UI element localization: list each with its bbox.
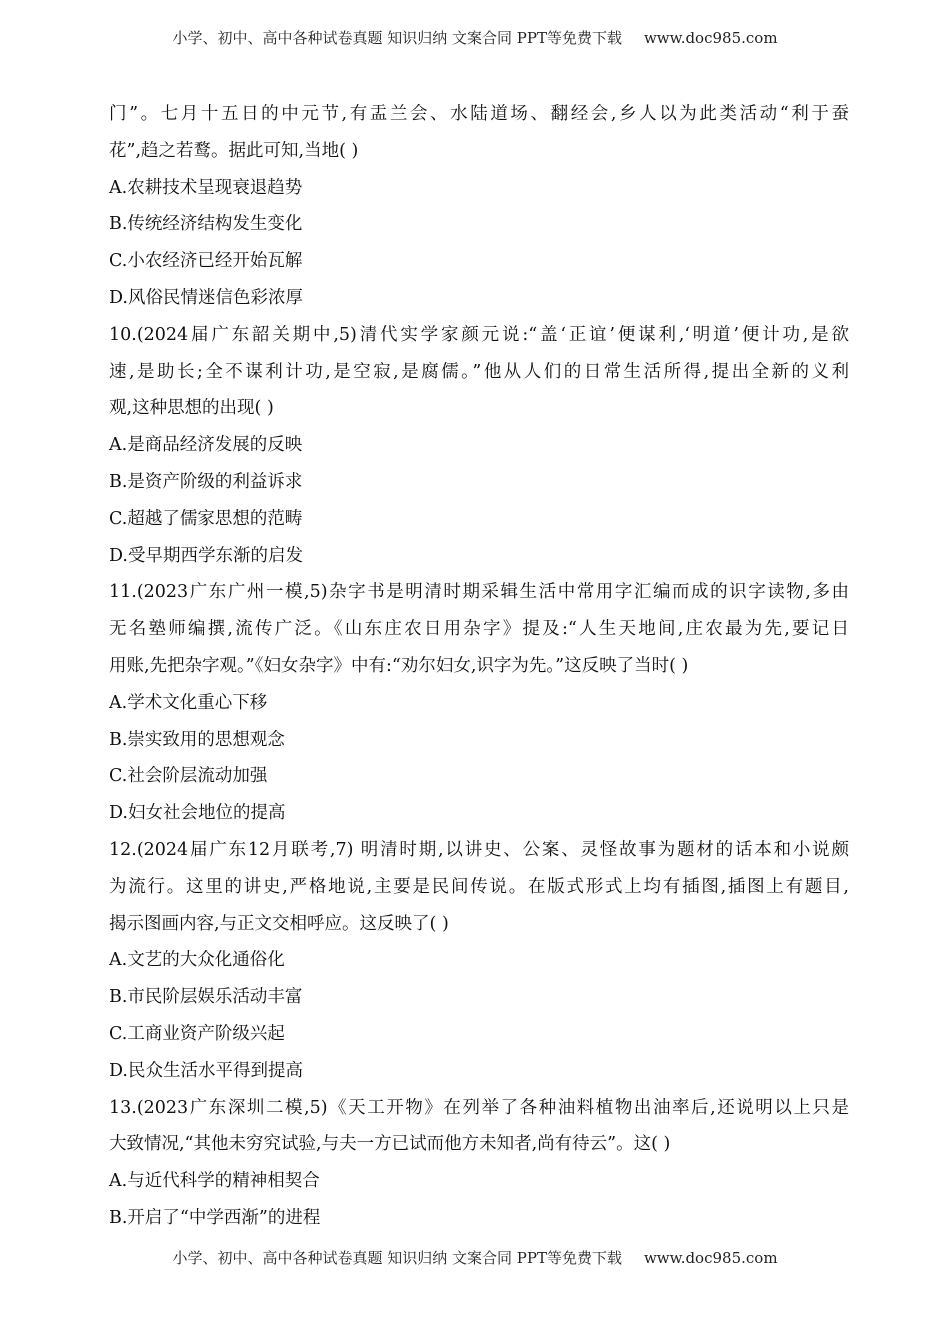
question-line: 13.(2023广东深圳二模,5)《天工开物》在列举了各种油料植物出油率后,还说明以上只是 <box>109 1097 849 1118</box>
answer-option-a: A.农耕技术呈现衰退趋势 <box>109 177 303 198</box>
question-13 <box>109 1090 849 1237</box>
answer-option-c: C.超越了儒家思想的范畴 <box>109 508 303 529</box>
page-footer <box>0 1247 950 1268</box>
question-line: 观,这种思想的出现( ) <box>109 398 274 419</box>
answer-option-d: D.风俗民情迷信色彩浓厚 <box>109 287 303 308</box>
question-line: 花”,趋之若鹜。据此可知,当地( ) <box>109 140 359 161</box>
question-9-continuation <box>109 96 849 317</box>
document-body <box>109 96 849 1237</box>
answer-option-b: B.传统经济结构发生变化 <box>109 214 303 235</box>
answer-option-b: B.市民阶层娱乐活动丰富 <box>109 987 303 1008</box>
question-line: 为流行。这里的讲史,严格地说,主要是民间传说。在版式形式上均有插图,插图上有题目, <box>109 876 849 897</box>
question-line: 揭示图画内容,与正文交相呼应。这反映了( ) <box>109 913 449 934</box>
answer-option-a: A.与近代科学的精神相契合 <box>109 1171 320 1192</box>
footer-text: 小学、初中、高中各种试卷真题 知识归纳 文案合同 PPT等免费下载 <box>172 1249 622 1267</box>
answer-option-b: B.开启了“中学西渐”的进程 <box>109 1207 321 1228</box>
answer-option-d: D.民众生活水平得到提高 <box>109 1060 303 1081</box>
answer-option-c: C.工商业资产阶级兴起 <box>109 1023 285 1044</box>
question-12 <box>109 832 849 1090</box>
header-url[interactable]: www.doc985.com <box>643 29 778 47</box>
question-line: 无名塾师编撰,流传广泛。《山东庄农日用杂字》提及:“人生天地间,庄农最为先,要记日 <box>109 619 849 640</box>
answer-option-c: C.社会阶层流动加强 <box>109 766 268 787</box>
question-line: 11.(2023广东广州一模,5)杂字书是明清时期采辑生活中常用字汇编而成的识字读物,多由 <box>109 582 849 603</box>
answer-option-d: D.受早期西学东渐的启发 <box>109 545 303 566</box>
answer-option-a: A.文艺的大众化通俗化 <box>109 950 285 971</box>
question-line: 大致情况,“其他未穷究试验,与夫一方已试而他方未知者,尚有待云”。这( ) <box>109 1134 671 1155</box>
question-line: 用账,先把杂字观。”《妇女杂字》中有:“劝尔妇女,识字为先。”这反映了当时( ) <box>109 655 689 676</box>
answer-option-a: A.是商品经济发展的反映 <box>109 435 303 456</box>
answer-option-c: C.小农经济已经开始瓦解 <box>109 251 303 272</box>
answer-option-a: A.学术文化重心下移 <box>109 692 268 713</box>
answer-option-b: B.是资产阶级的利益诉求 <box>109 471 303 492</box>
answer-option-b: B.崇实致用的思想观念 <box>109 729 285 750</box>
page-header <box>0 27 950 48</box>
answer-option-d: D.妇女社会地位的提高 <box>109 803 286 824</box>
question-line: 门”。七月十五日的中元节,有盂兰会、水陆道场、翻经会,乡人以为此类活动“利于蚕 <box>109 104 849 124</box>
question-line: 速,是助长;全不谋利计功,是空寂,是腐儒。”他从人们的日常生活所得,提出全新的义利 <box>109 361 849 382</box>
question-line: 10.(2024届广东韶关期中,5)清代实学家颜元说:“盖‘正谊’便谋利,‘明道’便计功,是欲 <box>109 324 849 345</box>
question-line: 12.(2024届广东12月联考,7) 明清时期,以讲史、公案、灵怪故事为题材的话本和小说颇 <box>109 839 849 860</box>
footer-url[interactable]: www.doc985.com <box>643 1249 778 1267</box>
header-text: 小学、初中、高中各种试卷真题 知识归纳 文案合同 PPT等免费下载 <box>172 29 622 47</box>
question-10 <box>109 317 849 575</box>
question-11 <box>109 574 849 832</box>
